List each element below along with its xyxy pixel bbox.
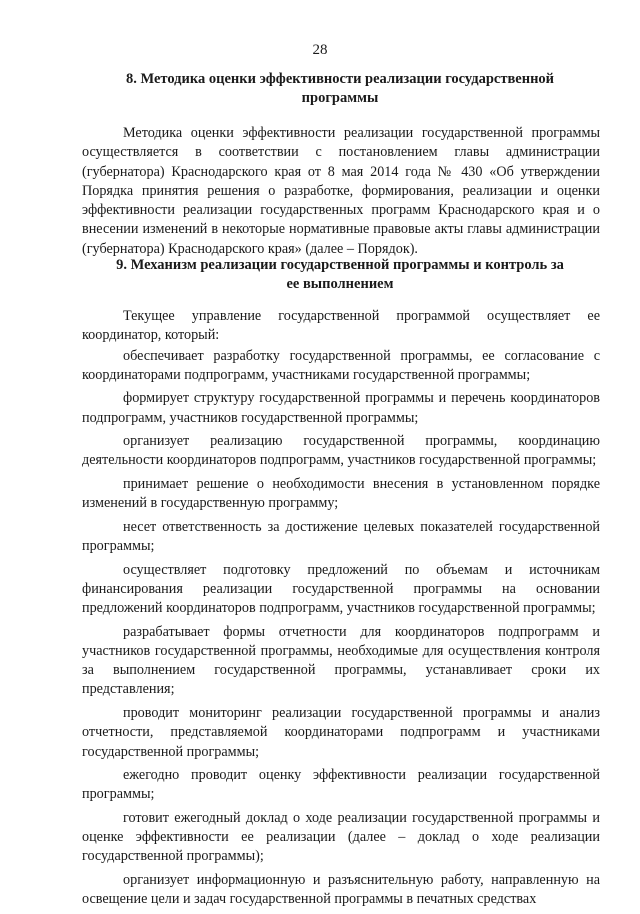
section-8-heading bbox=[90, 70, 590, 108]
duty-item: обеспечивает разработку государственной программы, ее согласование с координаторами подпрограмм, участниками государственной программы; bbox=[82, 347, 600, 383]
page-number: 28 bbox=[312, 42, 328, 58]
section-9-heading-line-1: 9. Механизм реализации государственной программы и контроль за bbox=[116, 257, 564, 273]
duty-item: принимает решение о необходимости внесения в установленном порядке изменений в государственную программу; bbox=[82, 475, 600, 512]
coordinator-duties-list bbox=[82, 307, 600, 914]
duty-item: организует информационную и разъяснительную работу, направленную на освещение цели и задач государственной программы в печатных средствах bbox=[82, 871, 600, 908]
duty-item: несет ответственность за достижение целевых показателей государственной программы; bbox=[82, 518, 600, 555]
section-9-heading bbox=[90, 256, 590, 294]
section-9-heading-line-2: ее выполнением bbox=[286, 276, 394, 292]
duty-item: осуществляет подготовку предложений по объемам и источникам финансирования реализации государственной программы на основании предложений координаторов подпрограмм, участников государственной программы; bbox=[82, 561, 600, 617]
section-8-heading-line-1: 8. Методика оценки эффективности реализации государственной bbox=[125, 71, 555, 87]
duty-item: разрабатывает формы отчетности для координаторов подпрограмм и участников государственной программы, необходимые для осуществления контроля за выполнением государственной программы, устанавливает сроки их представления; bbox=[82, 623, 600, 698]
duty-item: организует реализацию государственной программы, координацию деятельности координаторов подпрограмм, участников государственной программы; bbox=[82, 433, 600, 469]
duty-item: формирует структуру государственной программы и перечень координаторов подпрограмм, участников государственной программы; bbox=[82, 390, 600, 426]
duty-item: проводит мониторинг реализации государственной программы и анализ отчетности, представляемой координаторами подпрограмм и участниками государственной программы; bbox=[82, 704, 600, 760]
duty-item: ежегодно проводит оценку эффективности реализации государственной программы; bbox=[82, 767, 600, 803]
duty-item: готовит ежегодный доклад о ходе реализации государственной программы и оценке эффективности ее реализации (далее – доклад о ходе реализации государственной программы); bbox=[82, 809, 600, 865]
coordinator-intro-paragraph: Текущее управление государственной программой осуществляет ее координатор, который: bbox=[82, 308, 600, 344]
section-8-heading-line-2: программы bbox=[301, 90, 379, 106]
section-8-paragraph: Методика оценки эффективности реализации государственной программы осуществляется в соответствии с постановлением главы администрации (губернатора) Краснодарского края от 8 мая 2014 года № 430 «Об утверждении Порядка принятия решения о разработке, формирования, реализации и оценки эффективности реализации государственных программ Краснодарского края и о внесении изменений в некоторые нормативные правовые акты главы администрации (губернатора) Краснодарского края» (далее – Порядок). bbox=[82, 125, 600, 257]
